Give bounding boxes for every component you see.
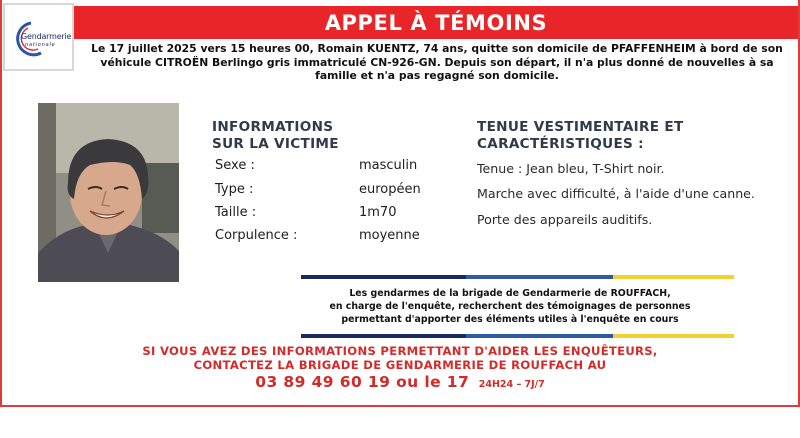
build-value: moyenne <box>359 228 420 243</box>
contact-line <box>0 372 800 391</box>
logo-subtitle: nationale <box>25 42 56 48</box>
victim-info-heading <box>212 119 339 152</box>
type-value: européen <box>359 182 421 197</box>
sex-value: masculin <box>359 158 418 173</box>
page-title: APPEL À TÉMOINS <box>324 10 548 35</box>
availability-hours: 24H24 – 7J/7 <box>478 379 545 390</box>
clothing-heading <box>477 119 684 152</box>
build-label: Corpulence : <box>215 228 298 243</box>
phone-number[interactable]: 03 89 49 60 19 ou le 17 <box>255 373 470 391</box>
divider-stripe-top <box>301 275 734 279</box>
brigade-line-1: Les gendarmes de la brigade de Gendarmerie de ROUFFACH, <box>349 288 671 299</box>
logo-wordmark: Gendarmerie <box>21 32 72 41</box>
victim-heading-line1: INFORMATIONS <box>212 119 334 135</box>
sex-label: Sexe : <box>215 158 255 173</box>
brigade-line-3: permettant d'apporter des éléments utiles à l'enquête en cours <box>341 314 679 325</box>
brigade-line-2: en charge de l'enquête, recherchent des témoignages de personnes <box>329 301 691 312</box>
divider-stripe-bottom <box>301 334 734 338</box>
victim-heading-line2: SUR LA VICTIME <box>212 135 339 152</box>
height-value: 1m70 <box>359 205 397 220</box>
gendarmerie-logo <box>3 3 74 71</box>
victim-photo <box>38 103 179 282</box>
intro-paragraph: Le 17 juillet 2025 vers 15 heures 00, Romain KUENTZ, 74 ans, quitte son domicile de PFAFFENHEIM à bord de son véhicule CITROËN Berlingo gris immatriculé CN-926-GN. Depuis son départ, il n'a plus donné de nouvelles à sa famille et n'a pas regagné son domicile. <box>91 42 783 83</box>
brigade-statement <box>270 287 750 326</box>
height-label: Taille : <box>215 205 257 220</box>
type-label: Type : <box>215 182 254 197</box>
appeal-line-2: CONTACTEZ LA BRIGADE DE GENDARMERIE DE ROUFFACH AU <box>193 358 607 372</box>
bottom-border <box>0 405 800 407</box>
hearing-aid-description: Porte des appareils auditifs. <box>477 212 653 227</box>
title-banner <box>74 6 798 39</box>
walking-description: Marche avec difficulté, à l'aide d'une canne. <box>477 186 755 201</box>
appeal-line-1: SI VOUS AVEZ DES INFORMATIONS PERMETTANT D'AIDER LES ENQUÊTEURS, <box>142 344 658 358</box>
clothing-heading-line1: TENUE VESTIMENTAIRE ET <box>477 119 684 135</box>
clothing-description: Tenue : Jean bleu, T-Shirt noir. <box>477 161 665 176</box>
clothing-heading-line2: CARACTÉRISTIQUES : <box>477 135 644 152</box>
